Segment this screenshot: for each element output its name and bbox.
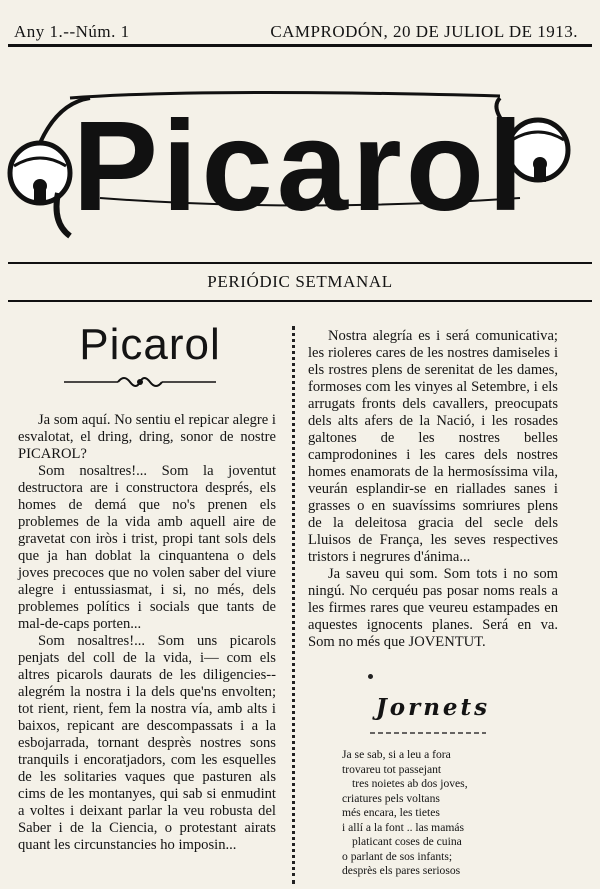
section-title: Jornets — [375, 694, 491, 721]
poem-line: platicant coses de cuina — [352, 835, 462, 848]
subtitle-rule-bottom — [8, 300, 592, 302]
paragraph: Ja saveu qui som. Som tots i no som ningú. No cerquéu pas posar noms reals a les firmes rares que veureu estampades en aquestes ignocents planes. Será en va. Som no més que JOVENTUT. — [308, 566, 558, 650]
paragraph: Ja som aquí. No sentiu el repicar alegre i esvalotat, el dring, dring, sonor de nostre PICAROL? — [18, 412, 276, 462]
issue-number: Any 1.--Núm. 1 — [14, 22, 130, 41]
paragraph: Som nosaltres!... Som la joventut destructora are i constructora després, els homes de demá que no's prenen els problemes de la vida amb aquell aire de gravetat con iròs i trist, propi tant sols dels que ja han doblat la cinquantena o dels joves precoces que no volen saber del viure alegre i entussiasmat, i si, no més, dels problemes polítics i socials que tants de mal-de-caps porten... — [18, 463, 276, 632]
masthead-title: Picarol — [72, 95, 528, 238]
poem-line: Ja se sab, si a leu a fora — [342, 748, 451, 761]
poem-line: tres noietes ab dos joves, — [352, 777, 468, 790]
poem — [342, 748, 572, 879]
header-rule — [8, 44, 592, 47]
paragraph: Som nosaltres!... Som uns picarols penjats del coll de la vida, i— com els altres picarols daurats de les diligencies--alegrém la nostra i la dels que'ns envolten; tot rient, rient, fem la nostra vía, amb alts i baixos, repicant are descompassats i a la esbojarrada, tornant desprès nostres sons tranquils i encoratjadors, com les esquelles de les solitaries vaques que pasturen als cims de les montanyes, qui sab si enmudint a voltes i deixant parlar la veu robusta del Saber i de la Ciencia, o protestant airats quant les circunstancies ho imposin... — [18, 633, 276, 853]
masthead-logo — [0, 58, 600, 258]
separator-dot-icon — [368, 674, 373, 679]
poem-line: i allí a la font .. las mamás — [342, 820, 465, 834]
ornament-icon — [60, 372, 220, 392]
poem-line: criatures pels voltans — [342, 791, 440, 805]
poem-line: desprès els pares seriosos — [342, 864, 461, 877]
masthead-subtitle: PERIÓDIC SETMANAL — [207, 272, 393, 291]
poem-line: més encara, les tietes — [342, 806, 440, 819]
article-title: Picarol — [79, 320, 221, 369]
poem-line: trovareu tot passejant — [342, 762, 442, 776]
article-left-column — [18, 412, 276, 854]
poem-line: o parlant de sos infants; — [342, 849, 453, 863]
subtitle-rule-top — [8, 262, 592, 264]
paragraph: Nostra alegría es i será comunicativa; les rioleres cares de les nostres damiseles i els rostres plens de serenitat de les dames, formoses com les vinyes al Setembre, i els arrugats fronts dels cavallers, preocupats dels alts afers de la Nació, i les rosades galtones de les nostres belles camprodonines i les cares dels nostres homes enamorats de la hermosíssima vila, veurán esplandir-se en riallades sanes i grasses o en suavíssims somriures plens de la deleitosa gracia del secle dels Lluisos de França, les seves respectives tristors i negrures d'ánima... — [308, 328, 558, 565]
small-ornament-icon — [368, 728, 488, 738]
place-date: CAMPRODÓN, 20 DE JULIOL DE 1913. — [270, 22, 578, 41]
article-right-column — [308, 328, 558, 651]
column-divider — [292, 326, 295, 884]
